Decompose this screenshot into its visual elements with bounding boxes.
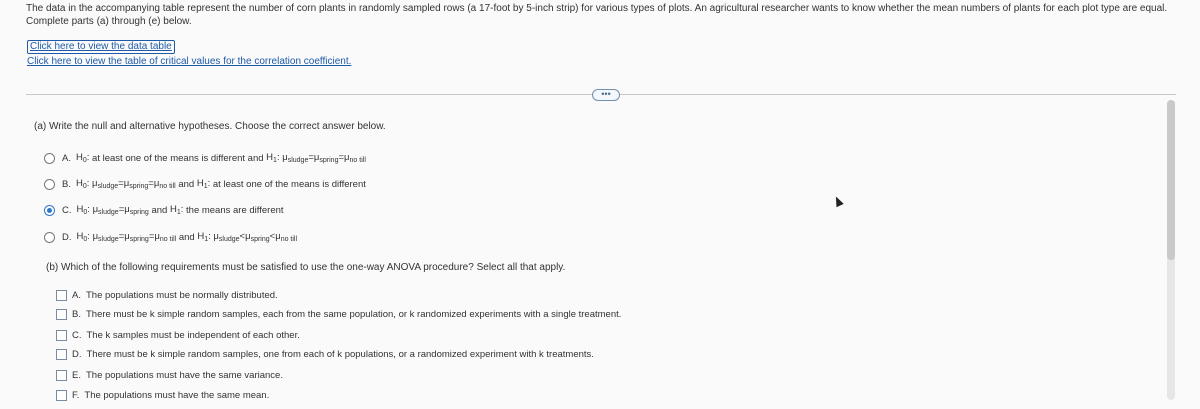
option-c-letter: C. (62, 204, 72, 216)
option-a-letter: A. (62, 152, 71, 164)
checkbox-option-a[interactable]: A. The populations must be normally distributed. (56, 290, 278, 301)
mouse-cursor-icon (832, 195, 843, 207)
h1-symbol: $H_1$: (197, 231, 211, 243)
option-d-letter: D. (62, 231, 72, 243)
h0-symbol: $H_0$: (75, 152, 90, 164)
checkbox-a[interactable] (56, 290, 67, 301)
checkbox-option-d[interactable]: D. There must be k simple random samples, one from each of k populations, or a randomized experiment with k treatments. (56, 349, 594, 360)
part-a-question: (a) Write the null and alternative hypotheses. Choose the correct answer below. (34, 121, 386, 132)
radio-c-selected[interactable] (44, 205, 55, 216)
critical-values-link[interactable]: Click here to view the table of critical values for the correlation coefficient. (27, 56, 352, 67)
option-c[interactable]: C. $H_0$: $\mu_{sludge}=\mu_{spring}$ and $H_1$: the means are different (44, 204, 284, 216)
radio-a[interactable] (44, 153, 55, 164)
radio-b[interactable] (44, 179, 55, 190)
h1-symbol: $H_1$: (266, 152, 280, 164)
expand-handle[interactable]: ••• (592, 89, 620, 101)
checkbox-e[interactable] (56, 370, 67, 381)
h0-symbol: $H_0$: (76, 231, 90, 243)
checkbox-c[interactable] (56, 330, 67, 341)
data-table-link[interactable]: Click here to view the data table (27, 40, 175, 54)
h0-symbol: $H_0$: (76, 204, 90, 216)
h0-symbol: $H_0$: (75, 178, 90, 190)
h1-symbol: $H_1$: (196, 178, 211, 190)
option-c-h1-text: the means are different (186, 204, 284, 216)
option-b[interactable]: B. $H_0$: $\mu_{sludge}=\mu_{spring}=\mu_{no till}$ and $H_1$: at least one of the means is different (44, 178, 366, 190)
checkbox-option-b[interactable]: B. There must be k simple random samples, each from the same population, or k randomized experiments with a single treatment. (56, 309, 621, 320)
checkbox-b[interactable] (56, 309, 67, 320)
radio-d[interactable] (44, 232, 55, 243)
option-b-letter: B. (62, 178, 71, 190)
option-b-h1-text: at least one of the means is different (212, 178, 366, 190)
checkbox-option-c[interactable]: C. The k samples must be independent of each other. (56, 330, 300, 341)
checkbox-f[interactable] (56, 390, 67, 401)
option-d[interactable]: D. $H_0$: $\mu_{sludge}=\mu_{spring}=\mu_{no till}$ and $H_1$: $\mu_{sludge}<\mu_{spring}<\mu_{no till}$ (44, 231, 297, 243)
vertical-scrollbar[interactable] (1167, 100, 1175, 400)
checkbox-d[interactable] (56, 349, 67, 360)
scrollbar-thumb[interactable] (1167, 100, 1175, 260)
problem-intro: The data in the accompanying table represent the number of corn plants in randomly sampled rows (a 17-foot by 5-inch strip) for various types of plots. An agricultural researcher wants to know whether the mean numbers of plants for each plot type are equal. Complete parts (a) through (e) below. (26, 3, 1168, 27)
checkbox-option-f[interactable]: F. The populations must have the same mean. (56, 390, 269, 401)
option-a-h0-text: at least one of the means is different (92, 152, 246, 164)
checkbox-option-e[interactable]: E. The populations must have the same variance. (56, 370, 283, 381)
part-b-question: (b) Which of the following requirements must be satisfied to use the one-way ANOVA procedure? Select all that apply. (46, 262, 566, 273)
h1-symbol: $H_1$: (169, 204, 184, 216)
option-a[interactable]: A. $H_0$: at least one of the means is different and $H_1$: $\mu_{sludge}=\mu_{spring}=\mu_{no till}$ (44, 152, 366, 164)
